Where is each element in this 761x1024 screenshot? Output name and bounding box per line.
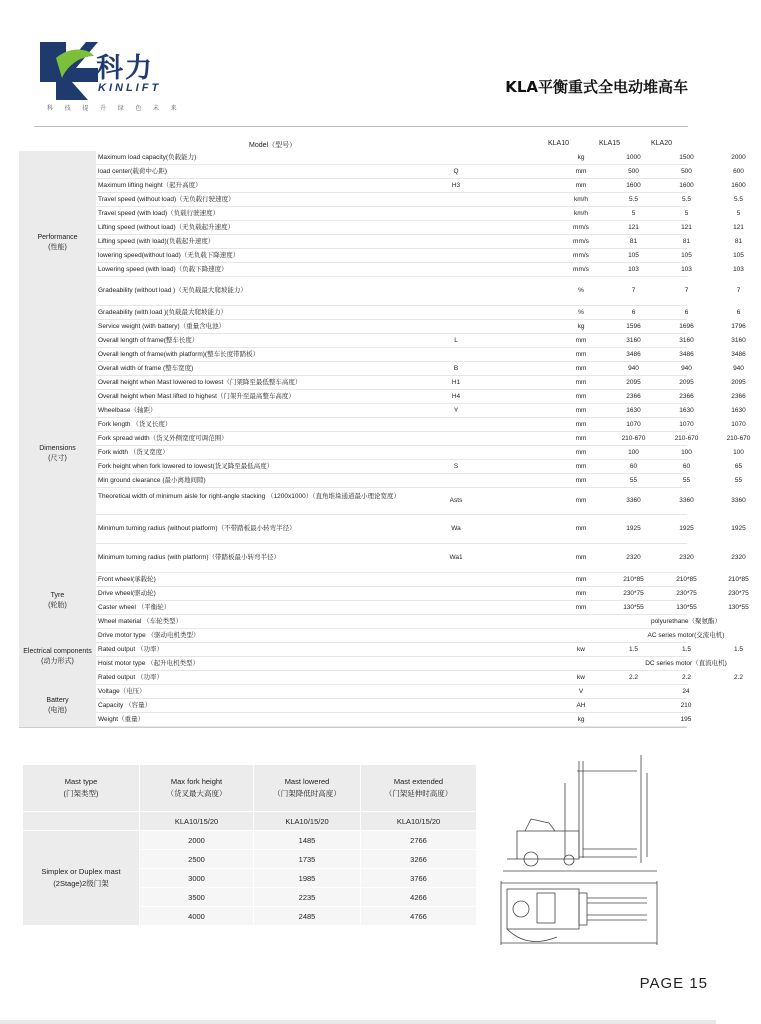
spec-unit: mm (575, 463, 587, 470)
mast-subheader-blank (23, 812, 140, 831)
spec-row (96, 685, 690, 699)
mast-cell: 2500 (140, 850, 254, 869)
spec-value-kla20: 230*75 (728, 590, 749, 597)
mast-header-type: Mast type (门架类型) (23, 765, 140, 812)
spec-value-kla20: 210-670 (726, 435, 751, 442)
spec-unit: mm (575, 497, 587, 504)
spec-value-kla20: 3360 (731, 497, 746, 504)
spec-value-kla10: 2366 (626, 393, 641, 400)
spec-unit: mm (575, 421, 587, 428)
spec-value-kla20: 2320 (731, 554, 746, 561)
spec-symbol: Y (453, 407, 459, 414)
spec-value-kla15: 230*75 (676, 590, 697, 597)
spec-value-kla10: 55 (629, 477, 638, 484)
spec-value-kla10: 6 (631, 309, 636, 316)
model-col-2: KLA15 (599, 140, 621, 147)
spec-value-kla15: 5 (684, 210, 689, 217)
spec-symbol: H3 (451, 182, 461, 189)
mast-table-header (23, 765, 477, 812)
spec-name: load center(载荷中心距) (98, 168, 167, 175)
spec-row (96, 573, 749, 587)
spec-value-kla15: 1925 (679, 525, 694, 532)
stacker-technical-drawing (497, 753, 709, 953)
spec-row (96, 587, 749, 601)
spec-value-kla10: 1.5 (628, 646, 639, 653)
spec-row (96, 207, 741, 221)
spec-name: Overall length of frame(with platform)(整车长度带踏板） (98, 351, 260, 358)
model-col-1: KLA10 (548, 140, 570, 147)
spec-symbol: L (454, 337, 458, 344)
spec-name: Rated output （功率） (98, 646, 164, 653)
spec-value-kla20: 100 (733, 449, 744, 456)
spec-unit: mm (575, 590, 587, 597)
spec-row (96, 151, 746, 165)
spec-group-rows (96, 573, 749, 629)
model-col-3: KLA20 (651, 140, 673, 147)
spec-value-kla15: 5.5 (681, 196, 692, 203)
spec-value-kla15: 1630 (679, 407, 694, 414)
spec-group-label: Performance (性能) (19, 151, 96, 334)
spec-value-kla10: 1925 (626, 525, 641, 532)
spec-value-kla10: 210*85 (623, 576, 644, 583)
mast-header-extended: Mast extended （门架延伸时高度） (361, 765, 477, 812)
model-header: Model（型号） (249, 142, 297, 149)
spec-value-kla15: 121 (681, 224, 692, 231)
spec-group-rows (96, 334, 751, 573)
spec-name: Lowering speed (with load)（负载下降速度） (98, 266, 228, 273)
spec-unit: V (578, 688, 584, 695)
mast-cell: 2485 (254, 907, 361, 926)
bottom-bar (0, 1020, 716, 1024)
spec-symbol: Wa1 (449, 554, 463, 561)
spec-unit: mm (575, 407, 587, 414)
spec-group (19, 629, 744, 685)
spec-row (96, 179, 746, 193)
spec-value-kla10: 2095 (626, 379, 641, 386)
spec-name: Rated output （功率） (98, 674, 164, 681)
spec-row (96, 657, 727, 671)
spec-value-kla20: 121 (733, 224, 744, 231)
spec-row (96, 643, 744, 657)
spec-value-kla10: 3360 (626, 497, 641, 504)
spec-unit: mm (575, 449, 587, 456)
spec-value-kla20: 1796 (731, 323, 746, 330)
mast-cell: 2766 (361, 831, 477, 850)
spec-value-kla20: 2366 (731, 393, 746, 400)
spec-unit: mm (575, 351, 587, 358)
spec-name: Wheelbase（轴距） (98, 407, 157, 414)
spec-value-kla10: 100 (628, 449, 639, 456)
spec-value-kla20: 105 (733, 252, 744, 259)
spec-value-kla15: 1070 (679, 421, 694, 428)
spec-row (96, 277, 741, 306)
spec-value-kla10: 105 (628, 252, 639, 259)
spec-value-kla15: 6 (684, 309, 689, 316)
spec-name: Fork spread width（货叉外侧宽度可调范围） (98, 435, 228, 442)
spec-name: Fork height when fork lowered to lowest(货叉降至最低高度） (98, 463, 274, 470)
spec-value-kla20: 2000 (731, 154, 746, 161)
spec-value-kla15: 1.5 (681, 646, 692, 653)
spec-value-kla15: 3160 (679, 337, 694, 344)
mast-subheader-cell: KLA10/15/20 (361, 812, 477, 831)
spec-row (96, 474, 743, 488)
spec-name: Overall height when Mast lifted to highest（门架升至最高整车高度） (98, 393, 295, 400)
spec-value-kla20: 600 (733, 168, 744, 175)
spec-unit: mm (575, 477, 587, 484)
page-number: PAGE 15 (639, 975, 708, 992)
spec-value-kla20: 130*55 (728, 604, 749, 611)
spec-value-kla10: 940 (628, 365, 639, 372)
spec-row (96, 306, 741, 320)
spec-name: Lifting speed (without load)（无负载起升速度） (98, 224, 235, 231)
spec-value-kla10: 1596 (626, 323, 641, 330)
spec-row (96, 699, 692, 713)
brand-name-en: KINLIFT (98, 82, 162, 94)
spec-symbol: H1 (451, 379, 461, 386)
mast-cell: 1735 (254, 850, 361, 869)
spec-value-kla20: 2095 (731, 379, 746, 386)
spec-unit: km/h (573, 196, 589, 203)
spec-value-kla15: 100 (681, 449, 692, 456)
spec-value-kla10: 3160 (626, 337, 641, 344)
spec-value-kla10: 103 (628, 266, 639, 273)
spec-row (96, 671, 744, 685)
spec-row (96, 446, 744, 460)
spec-value-kla15: 55 (682, 477, 691, 484)
spec-name: Front wheel(承载轮) (98, 576, 156, 583)
spec-row (96, 515, 746, 544)
spec-symbol: B (453, 365, 459, 372)
spec-group-label: Battery (电池) (19, 685, 96, 727)
spec-row (96, 376, 746, 390)
spec-unit: % (578, 309, 584, 316)
spec-value-kla15: 60 (682, 463, 691, 470)
spec-name: Service weight (with battery)（重量含电池） (98, 323, 226, 330)
spec-row (96, 165, 744, 179)
spec-unit: % (578, 287, 584, 294)
spec-value-kla20: 55 (734, 477, 743, 484)
spec-row (96, 404, 746, 418)
spec-unit: mm (575, 435, 587, 442)
spec-value-kla15: 103 (681, 266, 692, 273)
spec-unit: kg (577, 154, 585, 161)
spec-unit: mm (575, 604, 587, 611)
spec-row (96, 629, 725, 643)
spec-value-kla20: 1600 (731, 182, 746, 189)
spec-value-shared: AC series motor(交流电机) (647, 632, 725, 639)
spec-value-kla15: 210*85 (676, 576, 697, 583)
mast-cell: 4266 (361, 888, 477, 907)
spec-row (96, 193, 744, 207)
spec-row (96, 221, 744, 235)
spec-unit: kg (577, 716, 585, 723)
spec-value-shared: 24 (682, 688, 690, 695)
spec-group-label: Tyre (轮胎) (19, 573, 96, 629)
spec-name: Gradeability (without load )（无负载最大爬坡能力） (98, 287, 247, 294)
spec-row (96, 348, 746, 362)
spec-unit: kw (577, 646, 585, 653)
page-title: KLA平衡重式全电动堆高车 (505, 78, 688, 96)
spec-value-kla15: 2366 (679, 393, 694, 400)
spec-name: Gradeability (with load )(负载最大爬坡能力） (98, 309, 227, 316)
spec-name: Fork length （货叉长度） (98, 421, 172, 428)
spec-table (19, 136, 751, 728)
spec-value-kla10: 5 (631, 210, 636, 217)
mast-cell: 2000 (140, 831, 254, 850)
spec-group-label: Dimensions (尺寸) (19, 334, 96, 573)
spec-value-kla20: 1070 (731, 421, 746, 428)
spec-table-header (19, 136, 687, 151)
spec-value-shared: polyurethane（聚氨酯） (650, 618, 722, 625)
spec-value-kla15: 1500 (679, 154, 694, 161)
spec-row (96, 544, 746, 573)
spec-value-kla10: 1070 (626, 421, 641, 428)
spec-symbol: S (453, 463, 459, 470)
spec-row (96, 601, 749, 615)
spec-name: Lifting speed (with load)(负载起升速度） (98, 238, 215, 245)
spec-unit: mm (575, 365, 587, 372)
spec-row (96, 249, 744, 263)
spec-row (96, 235, 743, 249)
spec-unit: mm (575, 379, 587, 386)
spec-name: Maximum lifting height（起升高度） (98, 182, 202, 189)
spec-unit: mm/s (573, 224, 589, 231)
spec-symbol: Q (453, 168, 459, 175)
spec-row (96, 320, 746, 334)
spec-value-kla15: 81 (682, 238, 691, 245)
spec-value-shared: DC series motor（直流电机) (645, 660, 727, 667)
spec-value-kla15: 1600 (679, 182, 694, 189)
spec-value-kla20: 7 (736, 287, 741, 294)
spec-value-kla20: 1925 (731, 525, 746, 532)
spec-value-kla10: 7 (631, 287, 636, 294)
spec-name: Overall length of frame(整车长度） (98, 337, 199, 344)
spec-unit: kw (577, 674, 585, 681)
mast-table (22, 764, 477, 926)
mast-cell: 3766 (361, 869, 477, 888)
spec-value-kla10: 130*55 (623, 604, 644, 611)
spec-value-kla10: 2.2 (628, 674, 639, 681)
spec-row (96, 263, 744, 277)
spec-name: Drive wheel(驱动轮) (98, 590, 156, 597)
spec-value-kla15: 130*55 (676, 604, 697, 611)
spec-group-label: Electrical components (动力形式) (19, 629, 96, 685)
spec-row (96, 460, 743, 474)
spec-name: Weight（重量） (98, 716, 145, 723)
spec-name: Overall height when Mast lowered to lowest（门架降至最低整车高度） (98, 379, 302, 386)
spec-value-kla10: 1630 (626, 407, 641, 414)
brand-slogan: 科 技 提 升 绿 色 未 来 (47, 106, 182, 112)
spec-name: Capacity （容量） (98, 702, 152, 709)
spec-value-kla10: 1000 (626, 154, 641, 161)
spec-name: Overall width of frame (整车宽度) (98, 365, 194, 372)
spec-unit: mm (575, 554, 587, 561)
mast-cell: 3500 (140, 888, 254, 907)
spec-value-kla10: 2320 (626, 554, 641, 561)
spec-value-kla10: 60 (629, 463, 638, 470)
spec-value-kla20: 2.2 (733, 674, 744, 681)
mast-header-max-height: Max fork height （货叉最大高度） (140, 765, 254, 812)
mast-cell: 4766 (361, 907, 477, 926)
spec-name: Hoist motor type （起升电机类型） (98, 660, 200, 667)
spec-group (19, 334, 751, 573)
spec-value-kla15: 500 (681, 168, 692, 175)
mast-cell: 3266 (361, 850, 477, 869)
spec-value-kla15: 940 (681, 365, 692, 372)
spec-value-kla20: 5.5 (733, 196, 744, 203)
spec-unit: mm (575, 337, 587, 344)
spec-symbol: Asts (449, 497, 463, 504)
spec-row (96, 390, 746, 404)
spec-value-kla10: 500 (628, 168, 639, 175)
spec-row (96, 334, 746, 348)
spec-value-kla15: 3486 (679, 351, 694, 358)
spec-name: Voltage（电压） (98, 688, 146, 695)
spec-row (96, 432, 751, 446)
spec-group (19, 573, 749, 629)
spec-value-kla20: 1.5 (733, 646, 744, 653)
spec-unit: mm/s (573, 238, 589, 245)
spec-table-end (19, 727, 687, 728)
spec-value-kla20: 5 (736, 210, 741, 217)
spec-value-kla10: 81 (629, 238, 638, 245)
spec-value-kla10: 5.5 (628, 196, 639, 203)
spec-value-kla20: 3160 (731, 337, 746, 344)
brand-name-cn: 科力 (96, 53, 154, 84)
mast-row-label: Simplex or Duplex mast (2Stage)2级门架 (23, 831, 140, 926)
spec-row (96, 488, 746, 515)
spec-name: Theoretical width of minimum aisle for right-angle stacking （1200x1000）（直角堆垛通道最小理论宽度） (98, 493, 400, 500)
spec-value-kla15: 105 (681, 252, 692, 259)
spec-value-kla20: 103 (733, 266, 744, 273)
spec-group-rows (96, 685, 692, 727)
spec-name: Caster wheel （平衡轮） (98, 604, 171, 611)
spec-name: Travel speed (without load)（无负载行驶速度） (98, 196, 235, 203)
spec-name: Maximum load capacity(负载能力) (98, 154, 197, 161)
spec-value-kla10: 121 (628, 224, 639, 231)
mast-cell: 1485 (254, 831, 361, 850)
spec-group-rows (96, 151, 746, 334)
spec-unit: mm (575, 168, 587, 175)
spec-row (96, 615, 722, 629)
spec-value-kla20: 65 (734, 463, 743, 470)
spec-value-kla15: 1696 (679, 323, 694, 330)
spec-name: Fork width （货叉宽度） (98, 449, 169, 456)
spec-value-kla20: 81 (734, 238, 743, 245)
spec-name: Drive motor type （驱动电机类型） (98, 632, 200, 639)
spec-row (96, 362, 744, 376)
spec-value-kla10: 210-670 (621, 435, 646, 442)
spec-value-kla20: 3486 (731, 351, 746, 358)
spec-value-kla15: 3360 (679, 497, 694, 504)
spec-value-kla10: 1600 (626, 182, 641, 189)
spec-symbol: H4 (451, 393, 461, 400)
spec-unit: mm/s (573, 266, 589, 273)
spec-group (19, 685, 692, 727)
spec-group-rows (96, 629, 744, 685)
spec-value-kla15: 2.2 (681, 674, 692, 681)
spec-name: Min ground clearance (最小离地间隙) (98, 477, 206, 484)
spec-name: Minimum turning radius (with platform)（带踏板最小转弯半径） (98, 554, 281, 561)
mast-subheader-cell: KLA10/15/20 (140, 812, 254, 831)
spec-unit: mm (575, 393, 587, 400)
spec-unit: mm (575, 576, 587, 583)
header-divider (34, 126, 688, 127)
spec-group (19, 151, 746, 334)
spec-value-shared: 195 (680, 716, 692, 723)
mast-subheader-row (23, 812, 477, 831)
spec-symbol: Wa (451, 525, 461, 532)
mast-cell: 2235 (254, 888, 361, 907)
spec-value-kla15: 7 (684, 287, 689, 294)
mast-cell: 3000 (140, 869, 254, 888)
spec-value-kla20: 1630 (731, 407, 746, 414)
spec-name: lowering speed(without load)（无负载下降速度） (98, 252, 240, 259)
spec-unit: AH (576, 702, 586, 709)
spec-unit: mm (575, 182, 587, 189)
spec-value-kla20: 210*85 (728, 576, 749, 583)
mast-cell: 1985 (254, 869, 361, 888)
mast-subheader-cell: KLA10/15/20 (254, 812, 361, 831)
spec-unit: mm/s (573, 252, 589, 259)
spec-value-kla15: 210-670 (674, 435, 699, 442)
spec-value-kla20: 940 (733, 365, 744, 372)
spec-value-kla15: 2320 (679, 554, 694, 561)
spec-row (96, 713, 692, 727)
spec-row (96, 418, 746, 432)
spec-name: Wheel material （车轮类型） (98, 618, 183, 625)
spec-name: Travel speed (with load)（负载行驶速度） (98, 210, 220, 217)
spec-groups (19, 151, 751, 727)
spec-value-kla10: 230*75 (623, 590, 644, 597)
mast-row (23, 831, 477, 850)
spec-value-shared: 210 (680, 702, 692, 709)
spec-unit: km/h (573, 210, 589, 217)
spec-value-kla15: 2095 (679, 379, 694, 386)
mast-cell: 4000 (140, 907, 254, 926)
spec-unit: mm (575, 525, 587, 532)
spec-unit: kg (577, 323, 585, 330)
spec-value-kla20: 6 (736, 309, 741, 316)
spec-name: Minimum turning radius (without platform)（不带踏板最小转弯半径） (98, 525, 296, 532)
spec-value-kla10: 3486 (626, 351, 641, 358)
mast-header-lowered: Mast lowered （门架降低时高度） (254, 765, 361, 812)
